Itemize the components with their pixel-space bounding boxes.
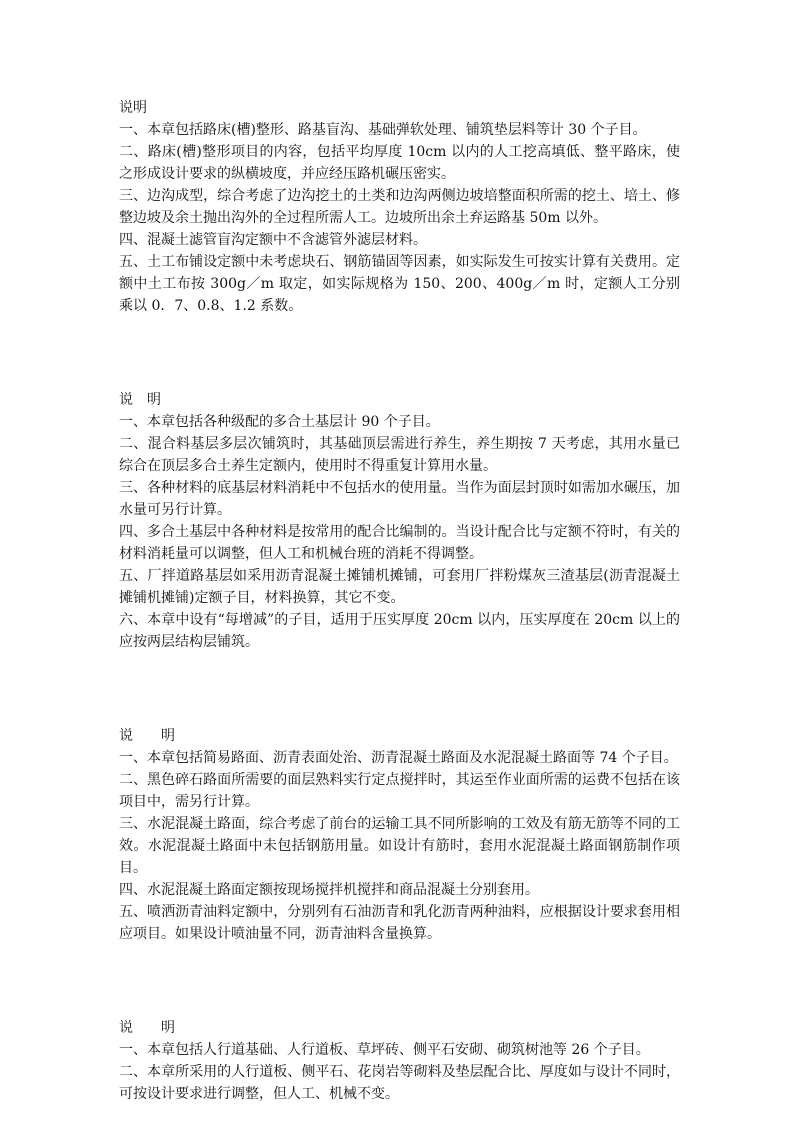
section-1 [119, 97, 680, 317]
paragraph: 三、各种材料的底基层材料消耗中不包括水的使用量。当作为面层封顶时如需加水碾压，加水量可另行计算。 [119, 480, 680, 518]
paragraph: 五、喷洒沥青油料定额中，分别列有石油沥青和乳化沥青两种油料，应根据设计要求套用相应项目。如果设计喷油量不同，沥青油料含量换算。 [119, 904, 680, 942]
section-title: 说 明 [119, 392, 161, 408]
paragraph: 四、水泥混凝土路面定额按现场搅拌机搅拌和商品混凝土分别套用。 [119, 882, 539, 898]
section-title: 说明 [119, 100, 147, 116]
paragraph: 二、黑色碎石路面所需要的面层熟料实行定点搅拌时，其运至作业面所需的运费不包括在该项目中，需另行计算。 [119, 772, 680, 810]
section-title: 说 明 [119, 728, 175, 744]
paragraph: 二、路床(槽)整形项目的内容，包括平均厚度 10cm 以内的人工挖高填低、整平路床，使之形成设计要求的纵横坡度，并应经压路机碾压密实。 [119, 144, 680, 182]
paragraph: 一、本章包括路床(槽)整形、路基盲沟、基础弹软处理、铺筑垫层料等计 30 个子目。 [119, 122, 647, 138]
paragraph: 二、混合料基层多层次铺筑时，其基础顶层需进行养生，养生期按 7 天考虑，其用水量已综合在顶层多合土养生定额内，使用时不得重复计算用水量。 [119, 436, 680, 474]
paragraph: 六、本章中设有“每增减”的子目，适用于压实厚度 20cm 以内，压实厚度在 20cm 以上的应按两层结构层铺筑。 [119, 612, 680, 650]
paragraph: 二、本章所采用的人行道板、侧平石、花岗岩等砌料及垫层配合比、厚度如与设计不同时，可按设计要求进行调整，但人工、机械不变。 [119, 1064, 680, 1102]
paragraph: 三、水泥混凝土路面，综合考虑了前台的运输工具不同所影响的工效及有筋无筋等不同的工效。水泥混凝土路面中未包括钢筋用量。如设计有筋时，套用水泥混凝土路面钢筋制作项目。 [119, 816, 680, 876]
paragraph: 一、本章包括人行道基础、人行道板、草坪砖、侧平石安砌、砌筑树池等 26 个子目。 [119, 1042, 650, 1058]
section-2 [119, 389, 680, 653]
paragraph: 一、本章包括简易路面、沥青表面处治、沥青混凝土路面及水泥混凝土路面等 74 个子目。 [119, 750, 678, 766]
paragraph: 一、本章包括各种级配的多合土基层计 90 个子目。 [119, 414, 440, 430]
paragraph: 三、边沟成型，综合考虑了边沟挖土的土类和边沟两侧边坡培整面积所需的挖土、培土、修整边坡及余土抛出沟外的全过程所需人工。边坡所出余土弃运路基 50m 以外。 [119, 188, 680, 226]
paragraph: 四、多合土基层中各种材料是按常用的配合比编制的。当设计配合比与定额不符时，有关的材料消耗量可以调整，但人工和机械台班的消耗不得调整。 [119, 524, 680, 562]
section-3 [119, 725, 680, 945]
section-4 [119, 1017, 680, 1105]
section-title: 说 明 [119, 1020, 175, 1036]
paragraph: 五、土工布铺设定额中未考虑块石、钢筋锚固等因素，如实际发生可按实计算有关费用。定额中土工布按 300g／m 取定，如实际规格为 150、200、400g／m 时，定额人工分别乘以 0．7、0.8、1.2 系数。 [119, 254, 680, 314]
paragraph: 四、混凝土滤管盲沟定额中不含滤管外滤层材料。 [119, 232, 427, 248]
paragraph: 五、厂拌道路基层如采用沥青混凝土摊铺机摊铺，可套用厂拌粉煤灰三渣基层(沥青混凝土摊铺机摊铺)定额子目，材料换算，其它不变。 [119, 568, 680, 606]
